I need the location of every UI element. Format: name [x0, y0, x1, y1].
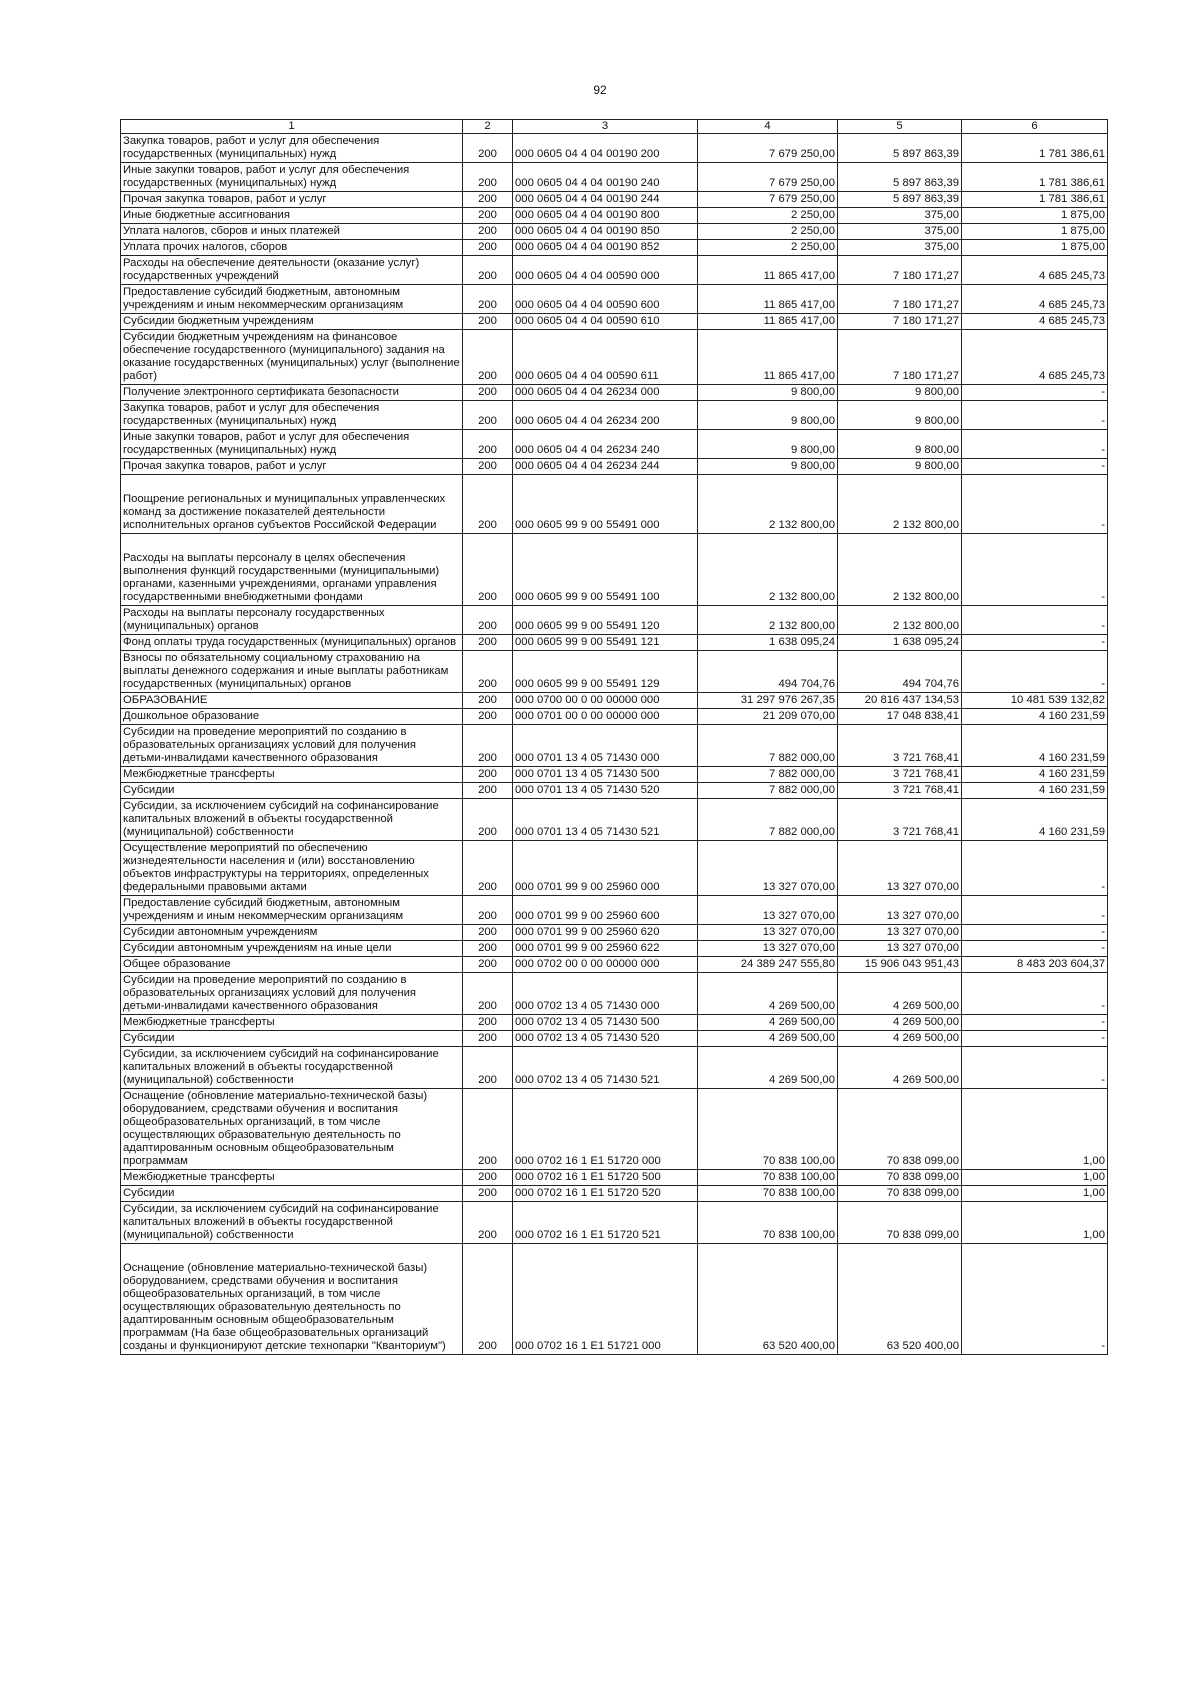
row-budget-code: 000 0702 16 1 E1 51720 500 [513, 1170, 698, 1186]
row-unexecuted-amount: - [962, 925, 1108, 941]
row-approved-amount: 21 209 070,00 [698, 709, 838, 725]
table-row [121, 330, 1108, 385]
row-description: Прочая закупка товаров, работ и услуг [121, 192, 463, 208]
row-description: Поощрение региональных и муниципальных управленческих команд за достижение показателей деятельности исполнительных органов субъектов Российской Федерации [121, 475, 463, 534]
row-line-code: 200 [463, 192, 513, 208]
row-line-code: 200 [463, 635, 513, 651]
table-row [121, 475, 1108, 534]
row-budget-code: 000 0605 04 4 04 00590 611 [513, 330, 698, 385]
row-line-code: 200 [463, 1170, 513, 1186]
row-description: Иные закупки товаров, работ и услуг для обеспечения государственных (муниципальных) нужд [121, 430, 463, 459]
row-budget-code: 000 0605 04 4 04 00190 852 [513, 240, 698, 256]
row-description: Субсидии автономным учреждениям [121, 925, 463, 941]
page-number: 92 [593, 83, 607, 97]
row-line-code: 200 [463, 534, 513, 606]
row-executed-amount: 3 721 768,41 [838, 799, 962, 841]
row-executed-amount: 375,00 [838, 224, 962, 240]
row-unexecuted-amount: 4 685 245,73 [962, 330, 1108, 385]
row-approved-amount: 11 865 417,00 [698, 314, 838, 330]
row-budget-code: 000 0605 99 9 00 55491 121 [513, 635, 698, 651]
table-row [121, 957, 1108, 973]
row-description: Получение электронного сертификата безопасности [121, 385, 463, 401]
row-approved-amount: 2 132 800,00 [698, 534, 838, 606]
row-budget-code: 000 0702 16 1 E1 51721 000 [513, 1244, 698, 1355]
row-executed-amount: 494 704,76 [838, 651, 962, 693]
row-line-code: 200 [463, 224, 513, 240]
row-budget-code: 000 0605 04 4 04 00190 240 [513, 163, 698, 192]
row-executed-amount: 2 132 800,00 [838, 606, 962, 635]
row-description: Межбюджетные трансферты [121, 767, 463, 783]
row-description: Субсидии, за исключением субсидий на софинансирование капитальных вложений в объекты государственной (муниципальной) собственности [121, 1047, 463, 1089]
row-unexecuted-amount: 4 160 231,59 [962, 709, 1108, 725]
row-approved-amount: 70 838 100,00 [698, 1202, 838, 1244]
row-budget-code: 000 0702 13 4 05 71430 000 [513, 973, 698, 1015]
table-row [121, 1244, 1108, 1355]
row-unexecuted-amount: 1,00 [962, 1089, 1108, 1170]
row-budget-code: 000 0605 04 4 04 00590 600 [513, 285, 698, 314]
row-line-code: 200 [463, 240, 513, 256]
table-row [121, 709, 1108, 725]
row-approved-amount: 2 250,00 [698, 208, 838, 224]
row-line-code: 200 [463, 385, 513, 401]
table-row [121, 1031, 1108, 1047]
row-budget-code: 000 0702 13 4 05 71430 521 [513, 1047, 698, 1089]
row-unexecuted-amount: 4 160 231,59 [962, 799, 1108, 841]
row-budget-code: 000 0701 99 9 00 25960 620 [513, 925, 698, 941]
row-line-code: 200 [463, 430, 513, 459]
row-budget-code: 000 0605 04 4 04 00190 244 [513, 192, 698, 208]
row-approved-amount: 7 882 000,00 [698, 783, 838, 799]
row-executed-amount: 5 897 863,39 [838, 163, 962, 192]
row-approved-amount: 70 838 100,00 [698, 1186, 838, 1202]
row-approved-amount: 9 800,00 [698, 459, 838, 475]
row-budget-code: 000 0701 99 9 00 25960 000 [513, 841, 698, 896]
row-executed-amount: 5 897 863,39 [838, 192, 962, 208]
row-unexecuted-amount: 8 483 203 604,37 [962, 957, 1108, 973]
table-row [121, 401, 1108, 430]
table-row [121, 973, 1108, 1015]
row-executed-amount: 3 721 768,41 [838, 783, 962, 799]
row-executed-amount: 9 800,00 [838, 385, 962, 401]
row-budget-code: 000 0605 04 4 04 26234 200 [513, 401, 698, 430]
row-line-code: 200 [463, 1015, 513, 1031]
row-line-code: 200 [463, 134, 513, 163]
row-line-code: 200 [463, 285, 513, 314]
row-budget-code: 000 0605 04 4 04 00590 000 [513, 256, 698, 285]
row-executed-amount: 375,00 [838, 208, 962, 224]
row-line-code: 200 [463, 896, 513, 925]
row-unexecuted-amount: - [962, 651, 1108, 693]
row-unexecuted-amount: 4 685 245,73 [962, 256, 1108, 285]
row-approved-amount: 63 520 400,00 [698, 1244, 838, 1355]
table-row [121, 240, 1108, 256]
row-unexecuted-amount: 4 160 231,59 [962, 767, 1108, 783]
row-description: Предоставление субсидий бюджетным, автономным учреждениям и иным некоммерческим организациям [121, 285, 463, 314]
row-budget-code: 000 0702 00 0 00 00000 000 [513, 957, 698, 973]
row-budget-code: 000 0605 04 4 04 00190 800 [513, 208, 698, 224]
table-row [121, 192, 1108, 208]
row-approved-amount: 11 865 417,00 [698, 285, 838, 314]
column-header: 6 [962, 120, 1108, 134]
row-approved-amount: 2 250,00 [698, 224, 838, 240]
table-row [121, 134, 1108, 163]
row-approved-amount: 7 679 250,00 [698, 134, 838, 163]
row-unexecuted-amount: 1 781 386,61 [962, 134, 1108, 163]
row-description: ОБРАЗОВАНИЕ [121, 693, 463, 709]
table-row [121, 783, 1108, 799]
table-row [121, 1170, 1108, 1186]
budget-table [120, 119, 1108, 1355]
row-description: Уплата прочих налогов, сборов [121, 240, 463, 256]
row-executed-amount: 9 800,00 [838, 430, 962, 459]
row-unexecuted-amount: 4 160 231,59 [962, 783, 1108, 799]
row-unexecuted-amount: - [962, 430, 1108, 459]
row-unexecuted-amount: - [962, 1031, 1108, 1047]
row-approved-amount: 4 269 500,00 [698, 1031, 838, 1047]
row-description: Субсидии автономным учреждениям на иные цели [121, 941, 463, 957]
row-description: Межбюджетные трансферты [121, 1015, 463, 1031]
table-row [121, 799, 1108, 841]
row-budget-code: 000 0701 99 9 00 25960 600 [513, 896, 698, 925]
row-line-code: 200 [463, 163, 513, 192]
row-line-code: 200 [463, 1186, 513, 1202]
row-approved-amount: 70 838 100,00 [698, 1089, 838, 1170]
row-executed-amount: 13 327 070,00 [838, 841, 962, 896]
row-unexecuted-amount: 1,00 [962, 1186, 1108, 1202]
row-unexecuted-amount: 1,00 [962, 1170, 1108, 1186]
row-description: Закупка товаров, работ и услуг для обеспечения государственных (муниципальных) нужд [121, 134, 463, 163]
row-unexecuted-amount: - [962, 1047, 1108, 1089]
row-description: Дошкольное образование [121, 709, 463, 725]
row-executed-amount: 7 180 171,27 [838, 314, 962, 330]
row-approved-amount: 13 327 070,00 [698, 841, 838, 896]
table-body [121, 134, 1108, 1355]
table-row [121, 1047, 1108, 1089]
row-description: Субсидии [121, 1031, 463, 1047]
row-budget-code: 000 0605 04 4 04 26234 244 [513, 459, 698, 475]
row-budget-code: 000 0605 99 9 00 55491 000 [513, 475, 698, 534]
row-line-code: 200 [463, 973, 513, 1015]
row-description: Иные бюджетные ассигнования [121, 208, 463, 224]
row-executed-amount: 3 721 768,41 [838, 767, 962, 783]
row-executed-amount: 70 838 099,00 [838, 1186, 962, 1202]
row-unexecuted-amount: 4 685 245,73 [962, 285, 1108, 314]
row-executed-amount: 70 838 099,00 [838, 1089, 962, 1170]
row-approved-amount: 24 389 247 555,80 [698, 957, 838, 973]
row-line-code: 200 [463, 1031, 513, 1047]
row-executed-amount: 9 800,00 [838, 401, 962, 430]
row-description: Субсидии, за исключением субсидий на софинансирование капитальных вложений в объекты государственной (муниципальной) собственности [121, 1202, 463, 1244]
row-executed-amount: 5 897 863,39 [838, 134, 962, 163]
row-line-code: 200 [463, 799, 513, 841]
row-line-code: 200 [463, 1089, 513, 1170]
row-description: Межбюджетные трансферты [121, 1170, 463, 1186]
row-budget-code: 000 0702 16 1 E1 51720 520 [513, 1186, 698, 1202]
row-unexecuted-amount: 10 481 539 132,82 [962, 693, 1108, 709]
row-executed-amount: 4 269 500,00 [838, 973, 962, 1015]
row-approved-amount: 11 865 417,00 [698, 330, 838, 385]
row-line-code: 200 [463, 651, 513, 693]
column-header: 4 [698, 120, 838, 134]
row-budget-code: 000 0701 00 0 00 00000 000 [513, 709, 698, 725]
row-approved-amount: 13 327 070,00 [698, 925, 838, 941]
row-approved-amount: 31 297 976 267,35 [698, 693, 838, 709]
row-line-code: 200 [463, 841, 513, 896]
row-budget-code: 000 0702 16 1 E1 51720 521 [513, 1202, 698, 1244]
row-description: Иные закупки товаров, работ и услуг для обеспечения государственных (муниципальных) нужд [121, 163, 463, 192]
row-unexecuted-amount: 4 160 231,59 [962, 725, 1108, 767]
row-description: Взносы по обязательному социальному страхованию на выплаты денежного содержания и иные выплаты работникам государственных (муниципальных) органов [121, 651, 463, 693]
row-budget-code: 000 0605 04 4 04 00590 610 [513, 314, 698, 330]
row-unexecuted-amount: - [962, 385, 1108, 401]
row-line-code: 200 [463, 475, 513, 534]
row-executed-amount: 7 180 171,27 [838, 330, 962, 385]
row-unexecuted-amount: - [962, 606, 1108, 635]
row-approved-amount: 7 679 250,00 [698, 163, 838, 192]
row-line-code: 200 [463, 783, 513, 799]
row-approved-amount: 4 269 500,00 [698, 1047, 838, 1089]
row-approved-amount: 70 838 100,00 [698, 1170, 838, 1186]
row-description: Осуществление мероприятий по обеспечению жизнедеятельности населения и (или) восстановлению объектов инфраструктуры на территориях, определенных федеральными правовыми актами [121, 841, 463, 896]
row-unexecuted-amount: 1 875,00 [962, 240, 1108, 256]
row-approved-amount: 7 679 250,00 [698, 192, 838, 208]
row-budget-code: 000 0605 04 4 04 26234 240 [513, 430, 698, 459]
row-description: Уплата налогов, сборов и иных платежей [121, 224, 463, 240]
row-executed-amount: 13 327 070,00 [838, 896, 962, 925]
table-row [121, 285, 1108, 314]
row-executed-amount: 2 132 800,00 [838, 534, 962, 606]
row-executed-amount: 375,00 [838, 240, 962, 256]
table-row [121, 925, 1108, 941]
table-row [121, 385, 1108, 401]
row-executed-amount: 7 180 171,27 [838, 285, 962, 314]
row-approved-amount: 9 800,00 [698, 401, 838, 430]
row-executed-amount: 63 520 400,00 [838, 1244, 962, 1355]
row-executed-amount: 20 816 437 134,53 [838, 693, 962, 709]
column-header: 2 [463, 120, 513, 134]
row-line-code: 200 [463, 459, 513, 475]
row-line-code: 200 [463, 401, 513, 430]
row-unexecuted-amount: 1 781 386,61 [962, 163, 1108, 192]
row-description: Расходы на выплаты персоналу в целях обеспечения выполнения функций государственными (муниципальными) органами, казенными учреждениями, органами управления государственными внебюджетными фондами [121, 534, 463, 606]
table-row [121, 941, 1108, 957]
row-line-code: 200 [463, 693, 513, 709]
row-unexecuted-amount: - [962, 401, 1108, 430]
row-unexecuted-amount: 1 781 386,61 [962, 192, 1108, 208]
row-approved-amount: 494 704,76 [698, 651, 838, 693]
table-row [121, 1202, 1108, 1244]
table-row [121, 693, 1108, 709]
row-approved-amount: 2 132 800,00 [698, 606, 838, 635]
row-line-code: 200 [463, 941, 513, 957]
table-row [121, 651, 1108, 693]
row-line-code: 200 [463, 1244, 513, 1355]
column-header: 3 [513, 120, 698, 134]
row-executed-amount: 3 721 768,41 [838, 725, 962, 767]
row-description: Фонд оплаты труда государственных (муниципальных) органов [121, 635, 463, 651]
row-approved-amount: 7 882 000,00 [698, 767, 838, 783]
row-description: Субсидии на проведение мероприятий по созданию в образовательных организациях условий для получения детьми-инвалидами качественного образования [121, 725, 463, 767]
row-unexecuted-amount: - [962, 1244, 1108, 1355]
row-budget-code: 000 0702 13 4 05 71430 500 [513, 1015, 698, 1031]
row-unexecuted-amount: - [962, 459, 1108, 475]
row-description: Субсидии бюджетным учреждениям на финансовое обеспечение государственного (муниципального) задания на оказание государственных (муниципальных) услуг (выполнение работ) [121, 330, 463, 385]
row-executed-amount: 9 800,00 [838, 459, 962, 475]
row-description: Субсидии [121, 1186, 463, 1202]
row-description: Расходы на выплаты персоналу государственных (муниципальных) органов [121, 606, 463, 635]
row-line-code: 200 [463, 256, 513, 285]
row-approved-amount: 2 132 800,00 [698, 475, 838, 534]
row-budget-code: 000 0605 99 9 00 55491 100 [513, 534, 698, 606]
table-row [121, 224, 1108, 240]
row-unexecuted-amount: 1 875,00 [962, 224, 1108, 240]
table-header-row [121, 120, 1108, 134]
row-executed-amount: 4 269 500,00 [838, 1031, 962, 1047]
row-approved-amount: 13 327 070,00 [698, 896, 838, 925]
row-approved-amount: 4 269 500,00 [698, 1015, 838, 1031]
table-row [121, 1015, 1108, 1031]
row-executed-amount: 13 327 070,00 [838, 941, 962, 957]
row-description: Общее образование [121, 957, 463, 973]
row-executed-amount: 17 048 838,41 [838, 709, 962, 725]
table-row [121, 1089, 1108, 1170]
row-description: Оснащение (обновление материально-технической базы) оборудованием, средствами обучения и воспитания общеобразовательных организаций, в том числе осуществляющих образовательную деятельность по адаптированным основным общеобразовательным программам (На базе общеобразовательных организаций созданы и функционируют детские технопарки "Кванториум") [121, 1244, 463, 1355]
row-executed-amount: 4 269 500,00 [838, 1047, 962, 1089]
row-executed-amount: 70 838 099,00 [838, 1202, 962, 1244]
row-approved-amount: 11 865 417,00 [698, 256, 838, 285]
row-line-code: 200 [463, 725, 513, 767]
table-row [121, 256, 1108, 285]
row-executed-amount: 70 838 099,00 [838, 1170, 962, 1186]
row-line-code: 200 [463, 709, 513, 725]
row-approved-amount: 4 269 500,00 [698, 973, 838, 1015]
row-description: Оснащение (обновление материально-технической базы) оборудованием, средствами обучения и воспитания общеобразовательных организаций, в том числе осуществляющих образовательную деятельность по адаптированным основным общеобразовательным программам [121, 1089, 463, 1170]
table-row [121, 767, 1108, 783]
row-description: Субсидии бюджетным учреждениям [121, 314, 463, 330]
row-description: Закупка товаров, работ и услуг для обеспечения государственных (муниципальных) нужд [121, 401, 463, 430]
row-budget-code: 000 0605 04 4 04 00190 850 [513, 224, 698, 240]
column-header: 1 [121, 120, 463, 134]
row-unexecuted-amount: - [962, 896, 1108, 925]
row-executed-amount: 13 327 070,00 [838, 925, 962, 941]
table-row [121, 606, 1108, 635]
row-description: Субсидии на проведение мероприятий по созданию в образовательных организациях условий для получения детьми-инвалидами качественного образования [121, 973, 463, 1015]
table-row [121, 459, 1108, 475]
row-unexecuted-amount: 4 685 245,73 [962, 314, 1108, 330]
row-approved-amount: 7 882 000,00 [698, 799, 838, 841]
row-unexecuted-amount: - [962, 475, 1108, 534]
table-row [121, 896, 1108, 925]
row-line-code: 200 [463, 606, 513, 635]
row-unexecuted-amount: - [962, 534, 1108, 606]
column-header: 5 [838, 120, 962, 134]
row-line-code: 200 [463, 767, 513, 783]
row-description: Субсидии, за исключением субсидий на софинансирование капитальных вложений в объекты государственной (муниципальной) собственности [121, 799, 463, 841]
row-budget-code: 000 0701 13 4 05 71430 000 [513, 725, 698, 767]
row-budget-code: 000 0701 99 9 00 25960 622 [513, 941, 698, 957]
row-budget-code: 000 0605 99 9 00 55491 120 [513, 606, 698, 635]
row-unexecuted-amount: - [962, 841, 1108, 896]
row-line-code: 200 [463, 957, 513, 973]
row-budget-code: 000 0701 13 4 05 71430 521 [513, 799, 698, 841]
row-approved-amount: 7 882 000,00 [698, 725, 838, 767]
row-line-code: 200 [463, 330, 513, 385]
row-approved-amount: 13 327 070,00 [698, 941, 838, 957]
row-budget-code: 000 0702 16 1 E1 51720 000 [513, 1089, 698, 1170]
table-row [121, 1186, 1108, 1202]
row-description: Прочая закупка товаров, работ и услуг [121, 459, 463, 475]
row-description: Предоставление субсидий бюджетным, автономным учреждениям и иным некоммерческим организациям [121, 896, 463, 925]
table-row [121, 534, 1108, 606]
row-executed-amount: 15 906 043 951,43 [838, 957, 962, 973]
table-row [121, 163, 1108, 192]
row-approved-amount: 2 250,00 [698, 240, 838, 256]
row-unexecuted-amount: - [962, 635, 1108, 651]
row-budget-code: 000 0605 04 4 04 00190 200 [513, 134, 698, 163]
row-line-code: 200 [463, 208, 513, 224]
row-unexecuted-amount: - [962, 1015, 1108, 1031]
row-budget-code: 000 0701 13 4 05 71430 520 [513, 783, 698, 799]
row-approved-amount: 9 800,00 [698, 385, 838, 401]
row-unexecuted-amount: - [962, 973, 1108, 1015]
table-row [121, 208, 1108, 224]
row-executed-amount: 7 180 171,27 [838, 256, 962, 285]
row-executed-amount: 4 269 500,00 [838, 1015, 962, 1031]
row-budget-code: 000 0605 99 9 00 55491 129 [513, 651, 698, 693]
row-approved-amount: 1 638 095,24 [698, 635, 838, 651]
table-row [121, 841, 1108, 896]
row-approved-amount: 9 800,00 [698, 430, 838, 459]
row-unexecuted-amount: 1 875,00 [962, 208, 1108, 224]
row-executed-amount: 1 638 095,24 [838, 635, 962, 651]
table-row [121, 635, 1108, 651]
row-budget-code: 000 0701 13 4 05 71430 500 [513, 767, 698, 783]
table-row [121, 314, 1108, 330]
row-line-code: 200 [463, 1202, 513, 1244]
row-unexecuted-amount: 1,00 [962, 1202, 1108, 1244]
row-line-code: 200 [463, 1047, 513, 1089]
row-budget-code: 000 0702 13 4 05 71430 520 [513, 1031, 698, 1047]
row-line-code: 200 [463, 925, 513, 941]
row-description: Субсидии [121, 783, 463, 799]
table-row [121, 725, 1108, 767]
row-description: Расходы на обеспечение деятельности (оказание услуг) государственных учреждений [121, 256, 463, 285]
row-line-code: 200 [463, 314, 513, 330]
row-budget-code: 000 0700 00 0 00 00000 000 [513, 693, 698, 709]
row-budget-code: 000 0605 04 4 04 26234 000 [513, 385, 698, 401]
table-row [121, 430, 1108, 459]
row-unexecuted-amount: - [962, 941, 1108, 957]
row-executed-amount: 2 132 800,00 [838, 475, 962, 534]
